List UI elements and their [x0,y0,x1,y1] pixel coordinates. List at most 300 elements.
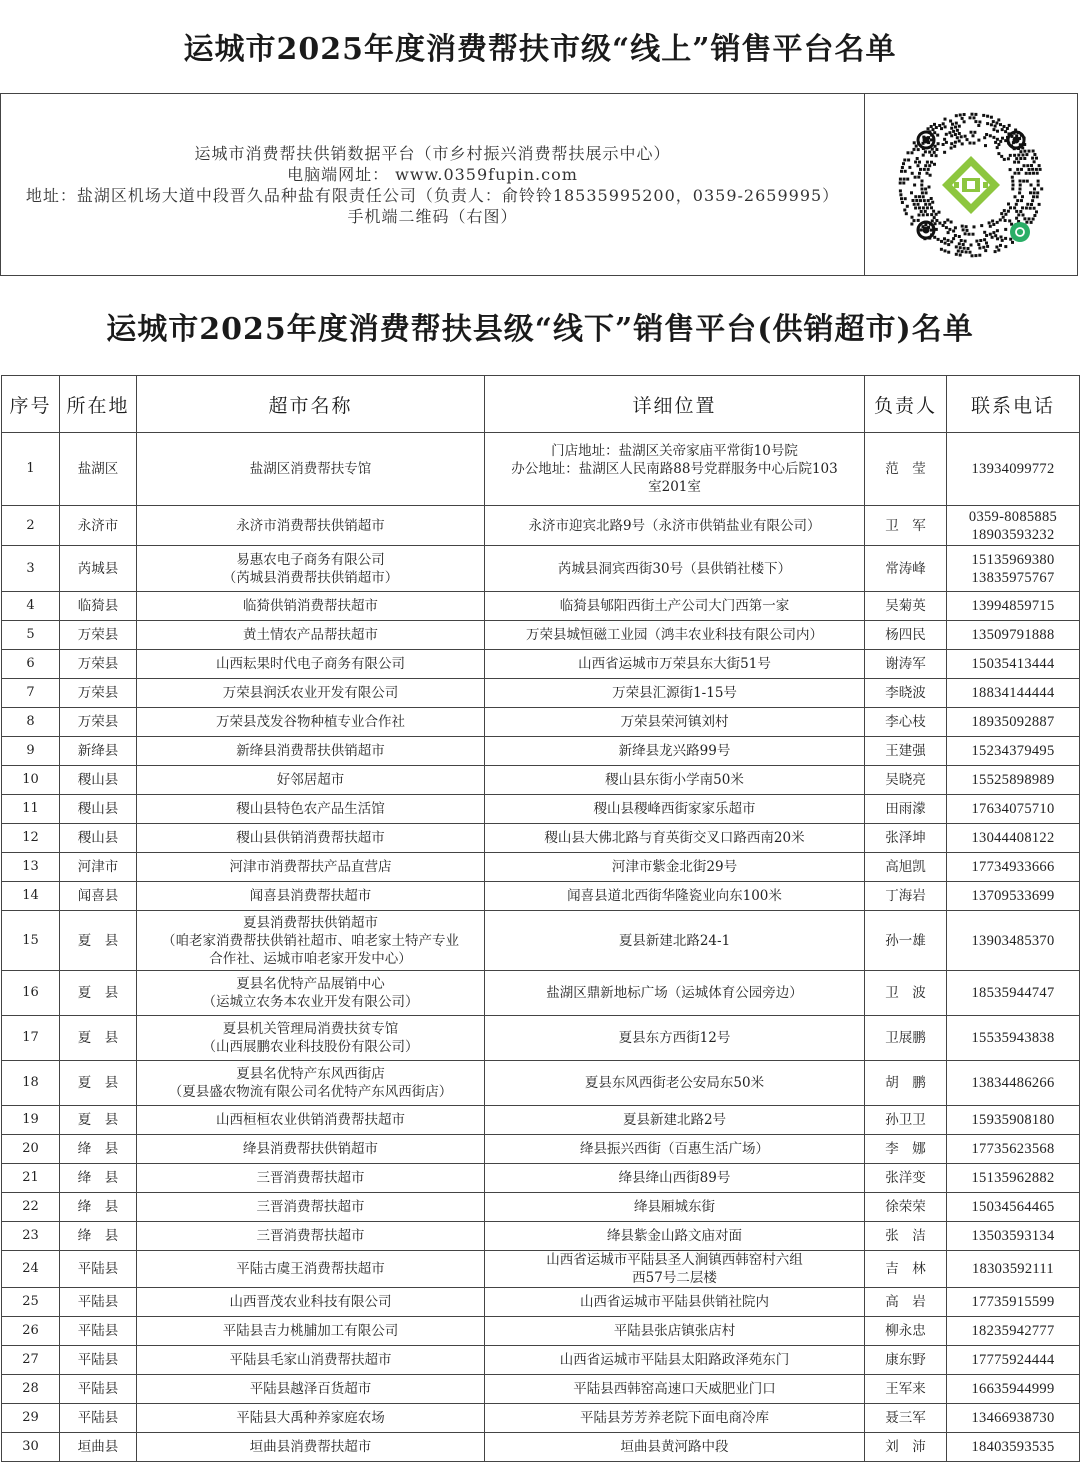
cell-supermarket-name-line: 平陆县大禹种养家庭农场 [236,1410,385,1426]
cell-location: 绛 县 [60,1222,137,1251]
cell-phone-line: 17775924444 [971,1352,1055,1368]
cell-supermarket-name-line: 河津市消费帮扶产品直营店 [229,859,392,875]
cell-location: 平陆县 [60,1404,137,1433]
cell-address-line: 河津市紫金北街29号 [611,859,738,875]
cell-phone-line: 0359-8085885 [968,508,1058,525]
cell-phone-line: 18903593232 [971,526,1055,543]
cell-supermarket-name [137,708,485,737]
cell-person: 王军来 [865,1375,947,1404]
cell-person: 刘 沛 [865,1433,947,1462]
table-row [2,911,1080,971]
cell-address [485,1193,865,1222]
cell-supermarket-name-line: 夏县机关管理局消费扶贫专馆 [222,1021,399,1037]
cell-phone[interactable] [947,1193,1080,1222]
table-row [2,1288,1080,1317]
cell-supermarket-name-line: 山西晋茂农业科技有限公司 [229,1294,392,1310]
table-row [2,1016,1080,1061]
cell-supermarket-name [137,650,485,679]
cell-supermarket-name-line: 三晋消费帮扶超市 [256,1228,365,1244]
cell-supermarket-name [137,882,485,911]
cell-address [485,824,865,853]
cell-location: 绛 县 [60,1135,137,1164]
cell-no: 4 [2,592,60,621]
cell-address-line: 山西省运城市平陆县供销社院内 [580,1294,769,1310]
table-row [2,506,1080,546]
cell-phone[interactable] [947,506,1080,546]
cell-address-line: 垣曲县黄河路中段 [620,1439,729,1455]
cell-phone-line: 15135962882 [971,1170,1055,1186]
cell-supermarket-name-line: 山西桓桓农业供销消费帮扶超市 [216,1112,405,1128]
cell-location: 盐湖区 [60,433,137,506]
cell-phone-line: 15234379495 [971,743,1055,759]
cell-address [485,1222,865,1251]
cell-supermarket-name-line: （运城立农务本农业开发有限公司） [202,994,419,1010]
table-row [2,708,1080,737]
cell-address [485,882,865,911]
cell-location: 万荣县 [60,679,137,708]
cell-phone[interactable] [947,971,1080,1016]
cell-address [485,650,865,679]
cell-phone[interactable] [947,1288,1080,1317]
cell-no: 26 [2,1317,60,1346]
cell-person: 聂三军 [865,1404,947,1433]
cell-phone[interactable] [947,1404,1080,1433]
cell-no: 13 [2,853,60,882]
cell-phone[interactable] [947,882,1080,911]
cell-person: 卫 军 [865,506,947,546]
table-row [2,1193,1080,1222]
cell-no: 11 [2,795,60,824]
online-platform-title: 运城市2025年度消费帮扶市级“线上”销售平台名单 [183,32,897,67]
cell-location: 垣曲县 [60,1433,137,1462]
header-no: 序号 [2,376,60,433]
cell-supermarket-name-line: 合作社、运城市咱老家开发中心） [209,950,412,967]
cell-address [485,1106,865,1135]
cell-supermarket-name-line: 盐湖区消费帮扶专馆 [249,461,372,477]
cell-no: 22 [2,1193,60,1222]
cell-phone-line: 13044408122 [971,830,1055,846]
cell-supermarket-name [137,824,485,853]
header-supermarket-name: 超市名称 [137,376,485,433]
cell-address-line: 万荣县汇源街1-15号 [612,685,737,701]
cell-supermarket-name [137,1016,485,1061]
cell-supermarket-name [137,1375,485,1404]
cell-phone-line: 13509791888 [971,627,1055,643]
cell-supermarket-name [137,1317,485,1346]
online-platform-box [0,93,1078,276]
table-header-row [2,376,1080,433]
cell-location: 夏 县 [60,911,137,971]
cell-phone[interactable] [947,592,1080,621]
cell-phone[interactable] [947,621,1080,650]
cell-phone[interactable] [947,1222,1080,1251]
cell-phone[interactable] [947,1375,1080,1404]
cell-address-line: 绛县厢城东街 [634,1199,715,1215]
cell-supermarket-name-line: 黄土情农产品帮扶超市 [243,627,378,643]
cell-supermarket-name [137,1106,485,1135]
cell-person: 柳永忠 [865,1317,947,1346]
cell-location: 稷山县 [60,824,137,853]
cell-person: 吉 林 [865,1251,947,1288]
cell-supermarket-name-line: 万荣县茂发谷物种植专业合作社 [216,714,405,730]
cell-phone[interactable] [947,1016,1080,1061]
cell-person: 吴晓亮 [865,766,947,795]
cell-supermarket-name [137,1288,485,1317]
cell-no: 20 [2,1135,60,1164]
cell-phone[interactable] [947,766,1080,795]
cell-supermarket-name-line: 夏县名优特产东风西街店 [236,1066,385,1082]
table-row [2,853,1080,882]
cell-address [485,853,865,882]
cell-phone-line: 17634075710 [971,801,1055,817]
cell-address-line: 夏县东风西街老公安局东50米 [584,1075,765,1091]
cell-supermarket-name-line: 稷山县供销消费帮扶超市 [236,830,385,846]
cell-phone-line: 13835975767 [971,569,1055,586]
cell-location: 平陆县 [60,1317,137,1346]
cell-no: 5 [2,621,60,650]
cell-phone-line: 18403593535 [971,1439,1055,1455]
table-row [2,1222,1080,1251]
cell-phone-line: 15525898989 [971,772,1055,788]
cell-no: 14 [2,882,60,911]
cell-supermarket-name-line: 好邻居超市 [276,772,345,788]
header-person: 负责人 [865,376,947,433]
cell-phone-line: 15535943838 [971,1030,1055,1046]
cell-no: 1 [2,433,60,506]
cell-phone-line: 18535944747 [971,985,1055,1001]
cell-person: 李心枝 [865,708,947,737]
cell-supermarket-name [137,1061,485,1106]
cell-phone[interactable] [947,853,1080,882]
cell-person: 常涛峰 [865,546,947,592]
table-row [2,592,1080,621]
cell-phone-line: 13934099772 [971,461,1055,477]
cell-supermarket-name-line: 稷山县特色农产品生活馆 [236,801,385,817]
cell-person: 李 娜 [865,1135,947,1164]
cell-address [485,1288,865,1317]
cell-address [485,679,865,708]
cell-no: 8 [2,708,60,737]
cell-address [485,1404,865,1433]
cell-phone[interactable] [947,1164,1080,1193]
header-phone: 联系电话 [947,376,1080,433]
cell-location: 新绛县 [60,737,137,766]
cell-location: 平陆县 [60,1346,137,1375]
cell-phone[interactable] [947,650,1080,679]
mini-program-qr-code-icon[interactable] [896,110,1046,260]
cell-person: 王建强 [865,737,947,766]
cell-person: 张泽坤 [865,824,947,853]
cell-phone-line: 18834144444 [971,685,1055,701]
cell-no: 17 [2,1016,60,1061]
cell-no: 12 [2,824,60,853]
cell-phone[interactable] [947,708,1080,737]
cell-address-line: 办公地址：盐湖区人民南路88号党群服务中心后院103 [511,461,838,477]
cell-person: 李晓波 [865,679,947,708]
cell-no: 27 [2,1346,60,1375]
cell-person: 田雨濛 [865,795,947,824]
cell-supermarket-name [137,1164,485,1193]
cell-supermarket-name [137,433,485,506]
cell-supermarket-name-line: 三晋消费帮扶超市 [256,1199,365,1215]
cell-person: 卫 波 [865,971,947,1016]
table-row [2,882,1080,911]
table-row [2,971,1080,1016]
cell-address [485,1164,865,1193]
cell-supermarket-name-line: 平陆县毛家山消费帮扶超市 [229,1352,392,1368]
cell-phone[interactable] [947,1106,1080,1135]
cell-location: 夏 县 [60,1061,137,1106]
table-row [2,1061,1080,1106]
cell-supermarket-name-line: 闻喜县消费帮扶超市 [249,888,372,904]
cell-address [485,1251,865,1288]
cell-address-line: 新绛县龙兴路99号 [618,743,731,759]
cell-address [485,433,865,506]
cell-phone[interactable] [947,1251,1080,1288]
cell-address [485,592,865,621]
cell-supermarket-name [137,1135,485,1164]
cell-address [485,1317,865,1346]
cell-address [485,971,865,1016]
cell-supermarket-name-line: 万荣县润沃农业开发有限公司 [222,685,399,701]
cell-person: 丁海岩 [865,882,947,911]
cell-address-line: 夏县新建北路24-1 [618,932,731,949]
cell-supermarket-name [137,546,485,592]
cell-supermarket-name [137,911,485,971]
table-row [2,1433,1080,1462]
cell-no: 6 [2,650,60,679]
supermarket-table [1,375,1080,1462]
table-row [2,650,1080,679]
table-row [2,1404,1080,1433]
cell-supermarket-name [137,1404,485,1433]
cell-location: 平陆县 [60,1251,137,1288]
cell-phone-line: 18303592111 [972,1261,1054,1277]
cell-address-line: 盐湖区鼎新地标广场（运城体育公园旁边） [546,985,803,1001]
cell-address-line: 绛县绛山西街89号 [618,1170,731,1186]
cell-supermarket-name-line: （夏县盛农物流有限公司名优特产东风西街店） [168,1084,453,1100]
cell-phone-line: 13503593134 [971,1228,1055,1244]
cell-no: 19 [2,1106,60,1135]
cell-address-line: 芮城县洞宾西街30号（县供销社楼下） [557,560,792,577]
cell-location: 平陆县 [60,1375,137,1404]
cell-location: 平陆县 [60,1288,137,1317]
cell-supermarket-name [137,621,485,650]
cell-address [485,1433,865,1462]
cell-no: 24 [2,1251,60,1288]
cell-address [485,546,865,592]
cell-no: 28 [2,1375,60,1404]
cell-address-line: 山西省运城市平陆县圣人涧镇西韩窑村六组 [546,1252,803,1268]
cell-phone-line: 15135969380 [971,551,1055,568]
cell-no: 7 [2,679,60,708]
cell-supermarket-name-line: 山西耘果时代电子商务有限公司 [216,656,405,672]
cell-address-line: 室201室 [648,479,701,495]
cell-supermarket-name-line: 永济市消费帮扶供销超市 [236,517,385,534]
cell-location: 芮城县 [60,546,137,592]
cell-phone[interactable] [947,1433,1080,1462]
cell-location: 稷山县 [60,795,137,824]
cell-phone-line: 13994859715 [971,598,1055,614]
cell-address [485,795,865,824]
cell-person: 高 岩 [865,1288,947,1317]
cell-location: 绛 县 [60,1164,137,1193]
table-row [2,824,1080,853]
cell-phone-line: 17734933666 [971,859,1055,875]
table-row [2,1135,1080,1164]
platform-name: 运城市消费帮扶供销数据平台（市乡村振兴消费帮扶展示中心） [194,143,671,163]
cell-person: 张洋变 [865,1164,947,1193]
table-row [2,766,1080,795]
cell-address-line: 山西省运城市平陆县太阳路政泽苑东门 [559,1352,790,1368]
table-row [2,621,1080,650]
cell-phone-line: 18235942777 [971,1323,1055,1339]
cell-address-line: 夏县新建北路2号 [622,1112,727,1128]
cell-phone-line: 15034564465 [971,1199,1055,1215]
cell-supermarket-name-line: 平陆县越泽百货超市 [249,1381,372,1397]
cell-phone[interactable] [947,1135,1080,1164]
cell-phone[interactable] [947,1346,1080,1375]
cell-phone[interactable] [947,911,1080,971]
cell-no: 18 [2,1061,60,1106]
cell-supermarket-name [137,971,485,1016]
cell-phone[interactable] [947,679,1080,708]
cell-address-line: 平陆县西韩窑高速口天威肥业门口 [573,1381,776,1397]
cell-supermarket-name-line: 临猗供销消费帮扶超市 [243,598,378,614]
cell-address-line: 门店地址：盐湖区关帝家庙平常街10号院 [551,443,798,459]
table-row [2,1317,1080,1346]
cell-address [485,737,865,766]
cell-person: 胡 鹏 [865,1061,947,1106]
cell-address-line: 万荣县城恒磁工业园（鸿丰农业科技有限公司内） [526,627,823,643]
cell-phone[interactable] [947,433,1080,506]
cell-address [485,1375,865,1404]
cell-address [485,1016,865,1061]
cell-supermarket-name-line: 易惠农电子商务有限公司 [236,551,385,568]
platform-address: 地址：盐湖区机场大道中段晋久品种盐有限责任公司（负责人：俞铃铃18535995200，0359-2659995） [25,185,840,205]
cell-phone-line: 13466938730 [971,1410,1055,1426]
cell-supermarket-name [137,1222,485,1251]
cell-address [485,1061,865,1106]
cell-phone-line: 18935092887 [971,714,1055,730]
cell-address-line: 西57号二层楼 [632,1270,717,1286]
cell-person: 康东野 [865,1346,947,1375]
cell-supermarket-name-line: 夏县消费帮扶供销超市 [243,914,378,931]
cell-location: 永济市 [60,506,137,546]
cell-supermarket-name [137,592,485,621]
cell-phone-line: 13709533699 [971,888,1055,904]
cell-supermarket-name-line: 三晋消费帮扶超市 [256,1170,365,1186]
table-row [2,1346,1080,1375]
cell-person: 杨四民 [865,621,947,650]
cell-address-line: 闻喜县道北西街华隆瓷业向东100米 [567,888,782,904]
cell-no: 25 [2,1288,60,1317]
cell-person: 高旭凯 [865,853,947,882]
table-row [2,1375,1080,1404]
table-row [2,1164,1080,1193]
cell-phone[interactable] [947,1061,1080,1106]
cell-supermarket-name [137,1433,485,1462]
cell-no: 29 [2,1404,60,1433]
cell-supermarket-name-line: （咱老家消费帮扶供销社超市、咱老家土特产专业 [162,932,459,949]
cell-person: 谢涛军 [865,650,947,679]
table-body [2,433,1080,1462]
cell-address-line: 永济市迎宾北路9号（永济市供销盐业有限公司） [528,517,821,534]
cell-supermarket-name-line: 垣曲县消费帮扶超市 [249,1439,372,1455]
cell-phone-line: 17735623568 [971,1141,1055,1157]
table-row [2,679,1080,708]
table-row [2,795,1080,824]
cell-address [485,1346,865,1375]
cell-no: 9 [2,737,60,766]
cell-supermarket-name [137,795,485,824]
cell-supermarket-name-line: （山西展鹏农业科技股份有限公司） [202,1039,419,1055]
table-row [2,1251,1080,1288]
cell-person: 张 洁 [865,1222,947,1251]
cell-supermarket-name [137,737,485,766]
table-row [2,433,1080,506]
cell-phone[interactable] [947,737,1080,766]
platform-website[interactable]: 电脑端网址： www.0359fupin.com [287,164,578,184]
cell-address-line: 绛县振兴西街（百惠生活广场） [580,1141,769,1157]
cell-no: 16 [2,971,60,1016]
cell-location: 河津市 [60,853,137,882]
cell-address-line: 山西省运城市万荣县东大街51号 [578,656,771,672]
cell-address [485,911,865,971]
cell-no: 15 [2,911,60,971]
table-row [2,737,1080,766]
cell-location: 夏 县 [60,1016,137,1061]
cell-address [485,506,865,546]
cell-location: 万荣县 [60,621,137,650]
cell-supermarket-name-line: 绛县消费帮扶供销超市 [243,1141,378,1157]
cell-phone-line: 16635944999 [971,1381,1055,1397]
header-address: 详细位置 [485,376,865,433]
cell-phone[interactable] [947,1317,1080,1346]
cell-address-line: 万荣县荣河镇刘村 [620,714,729,730]
cell-address-line: 临猗县郇阳西街土产公司大门西第一家 [559,598,790,614]
cell-supermarket-name [137,506,485,546]
cell-no: 21 [2,1164,60,1193]
cell-address [485,766,865,795]
cell-location: 夏 县 [60,971,137,1016]
cell-address [485,1135,865,1164]
cell-phone-line: 17735915599 [971,1294,1055,1310]
cell-phone[interactable] [947,824,1080,853]
cell-location: 万荣县 [60,650,137,679]
cell-location: 稷山县 [60,766,137,795]
cell-phone[interactable] [947,546,1080,592]
online-platform-info [1,94,865,275]
offline-platform-title: 运城市2025年度消费帮扶县级“线下”销售平台(供销超市)名单 [106,312,974,347]
cell-person: 孙卫卫 [865,1106,947,1135]
cell-no: 3 [2,546,60,592]
cell-address-line: 平陆县芳芳养老院下面电商冷库 [580,1410,769,1426]
cell-phone[interactable] [947,795,1080,824]
cell-person: 卫展鹏 [865,1016,947,1061]
cell-phone-line: 15035413444 [971,656,1055,672]
cell-supermarket-name-line: 平陆古虞王消费帮扶超市 [236,1261,385,1277]
cell-person: 徐荣荣 [865,1193,947,1222]
table-row [2,1106,1080,1135]
cell-phone-line: 13903485370 [971,932,1055,949]
cell-no: 23 [2,1222,60,1251]
cell-address [485,621,865,650]
table-row [2,546,1080,592]
cell-no: 2 [2,506,60,546]
cell-supermarket-name [137,679,485,708]
cell-person: 范 莹 [865,433,947,506]
